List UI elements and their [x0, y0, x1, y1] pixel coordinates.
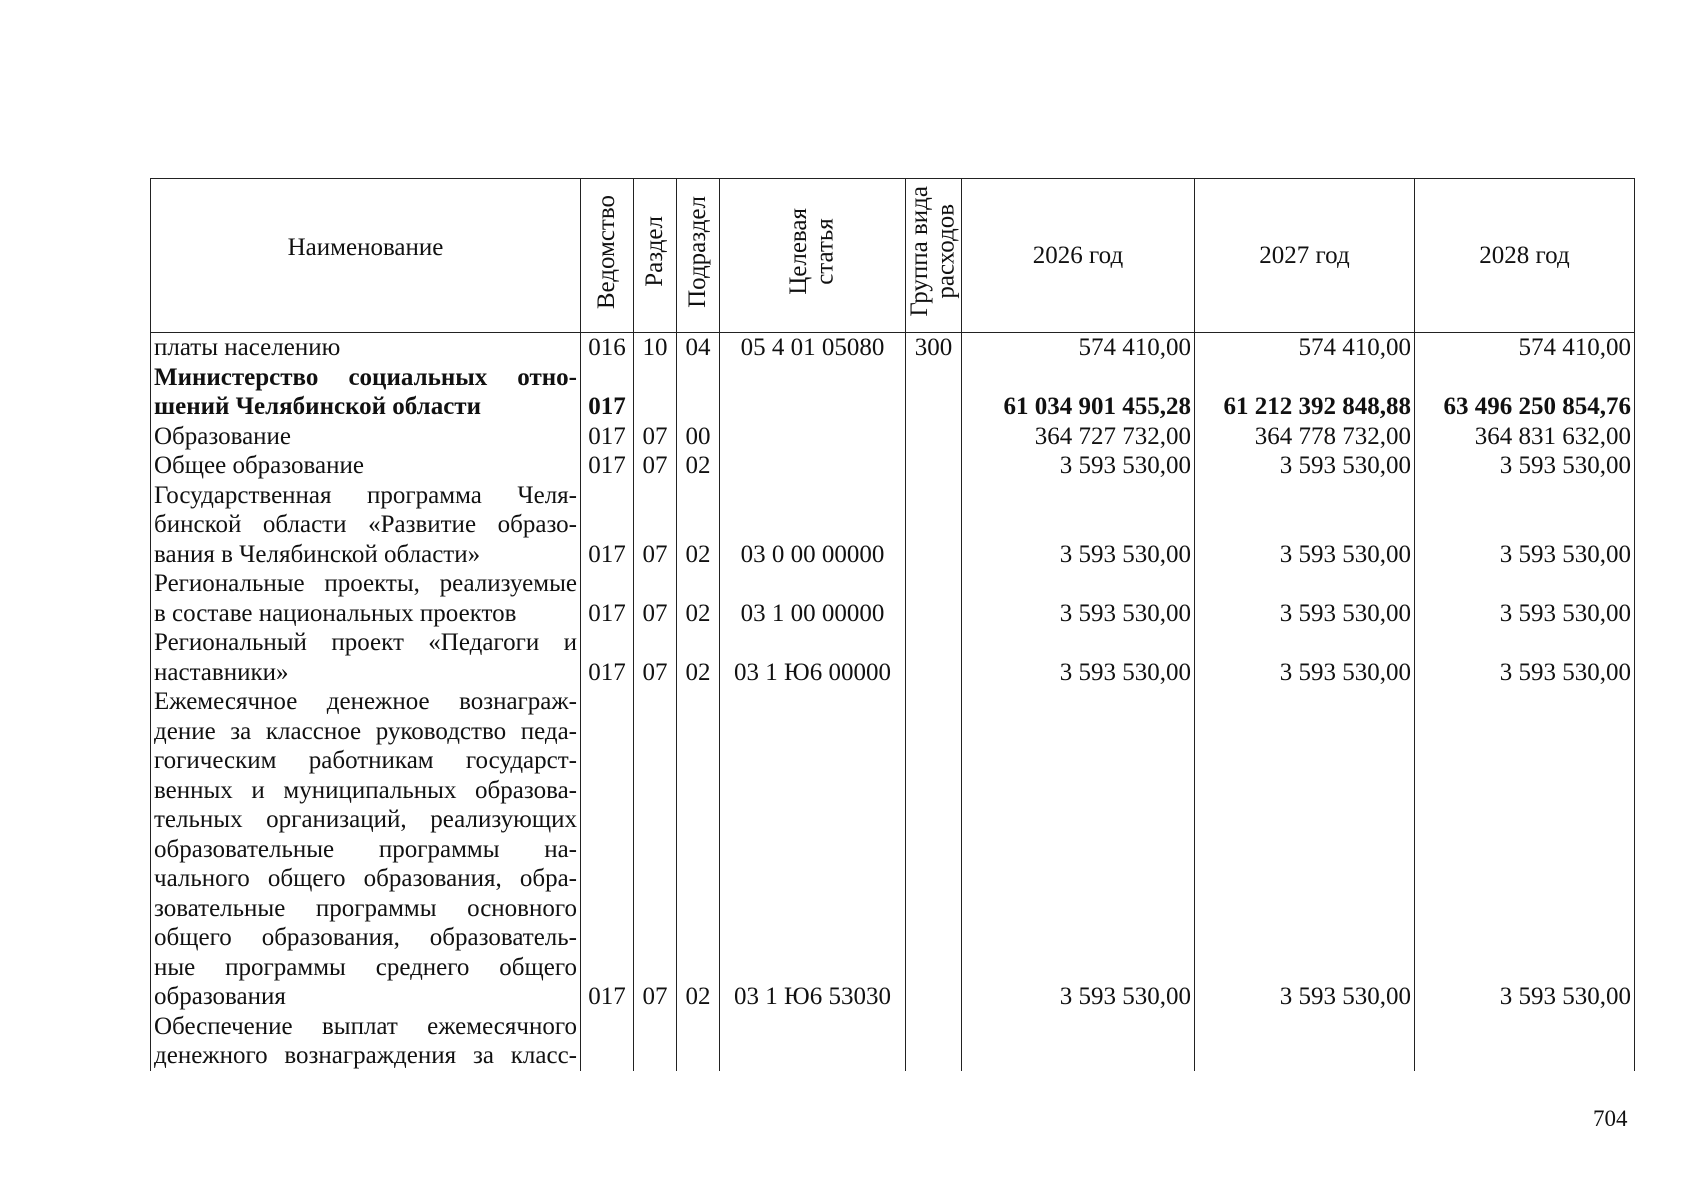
- cell-value-2028: 3 593 530,00: [1415, 451, 1635, 481]
- cell-value-2027: 364 778 732,00: [1195, 422, 1415, 452]
- cell-celevaya-statya: [720, 363, 906, 422]
- name-line: Ежемесячное денежное вознаграж-: [154, 688, 577, 715]
- cell-celevaya-statya: [720, 422, 906, 452]
- cell-value-2028: 3 593 530,00: [1415, 628, 1635, 687]
- cell-value-2028: 574 410,00: [1415, 333, 1635, 363]
- header-podrazdel: Подраздел: [677, 179, 720, 333]
- name-line: вания в Челябинской области»: [154, 540, 481, 568]
- name-line: Образование: [154, 422, 292, 450]
- cell-value-2027: 61 212 392 848,88: [1195, 363, 1415, 422]
- table-row: [151, 481, 1635, 570]
- cell-value-2026: 364 727 732,00: [962, 422, 1195, 452]
- cell-gruppa-rashodov: [906, 1012, 962, 1071]
- name-line: Обеспечение выплат ежемесячного: [154, 1012, 577, 1040]
- name-line: бинской области «Развитие образо-: [154, 511, 577, 538]
- cell-razdel: [634, 1012, 677, 1071]
- cell-value-2027: 3 593 530,00: [1195, 628, 1415, 687]
- cell-vedomstvo: 017: [581, 422, 634, 452]
- cell-gruppa-rashodov: [906, 363, 962, 422]
- cell-value-2027: 3 593 530,00: [1195, 687, 1415, 1012]
- name-line: зовательные программы основного: [154, 894, 577, 922]
- cell-podrazdel: 02: [677, 687, 720, 1012]
- name-line: наставники»: [154, 658, 289, 686]
- cell-vedomstvo: 017: [581, 569, 634, 628]
- cell-value-2027: 574 410,00: [1195, 333, 1415, 363]
- cell-value-2028: 63 496 250 854,76: [1415, 363, 1635, 422]
- header-razdel: Раздел: [634, 179, 677, 333]
- budget-table: [150, 178, 1635, 1071]
- cell-razdel: 07: [634, 481, 677, 570]
- cell-podrazdel: [677, 1012, 720, 1071]
- cell-value-2026: 3 593 530,00: [962, 451, 1195, 481]
- table-row: [151, 628, 1635, 687]
- cell-value-2027: 3 593 530,00: [1195, 569, 1415, 628]
- cell-razdel: 07: [634, 451, 677, 481]
- cell-celevaya-statya: [720, 1012, 906, 1071]
- header-gruppa-rashodov: Группа вида расходов: [906, 179, 962, 333]
- name-line: чального общего образования, обра-: [154, 865, 577, 892]
- cell-value-2028: 3 593 530,00: [1415, 569, 1635, 628]
- cell-name: [151, 363, 581, 422]
- cell-name: [151, 569, 581, 628]
- cell-value-2026: 3 593 530,00: [962, 628, 1195, 687]
- name-line: Государственная программа Челя-: [154, 481, 577, 509]
- cell-razdel: 10: [634, 333, 677, 363]
- table-row: [151, 451, 1635, 481]
- cell-value-2026: 3 593 530,00: [962, 569, 1195, 628]
- name-line: шений Челябинской области: [154, 393, 481, 420]
- name-line: ные программы среднего общего: [154, 953, 577, 981]
- cell-name: [151, 481, 581, 570]
- cell-name: [151, 333, 581, 363]
- header-year-2028: 2028 год: [1415, 179, 1635, 333]
- cell-vedomstvo: 017: [581, 687, 634, 1012]
- name-line: Региональный проект «Педагоги и: [154, 629, 577, 656]
- table-row: [151, 422, 1635, 452]
- cell-gruppa-rashodov: 300: [906, 333, 962, 363]
- cell-value-2026: 61 034 901 455,28: [962, 363, 1195, 422]
- cell-vedomstvo: [581, 1012, 634, 1071]
- name-line: Региональные проекты, реализуемые: [154, 570, 577, 597]
- cell-celevaya-statya: 03 1 Ю6 00000: [720, 628, 906, 687]
- header-year-2026: 2026 год: [962, 179, 1195, 333]
- header-year-2027: 2027 год: [1195, 179, 1415, 333]
- cell-name: [151, 422, 581, 452]
- name-line: Министерство социальных отно-: [154, 363, 577, 391]
- cell-gruppa-rashodov: [906, 687, 962, 1012]
- cell-value-2026: 3 593 530,00: [962, 481, 1195, 570]
- table-row: [151, 687, 1635, 1012]
- cell-gruppa-rashodov: [906, 569, 962, 628]
- cell-podrazdel: 02: [677, 628, 720, 687]
- cell-value-2026: 3 593 530,00: [962, 687, 1195, 1012]
- cell-podrazdel: 02: [677, 481, 720, 570]
- cell-celevaya-statya: 03 0 00 00000: [720, 481, 906, 570]
- table-row: [151, 333, 1635, 363]
- cell-value-2027: 3 593 530,00: [1195, 451, 1415, 481]
- name-line: в составе национальных проектов: [154, 599, 517, 627]
- header-name: Наименование: [151, 179, 581, 333]
- cell-value-2028: 3 593 530,00: [1415, 687, 1635, 1012]
- cell-value-2027: [1195, 1012, 1415, 1071]
- cell-value-2027: 3 593 530,00: [1195, 481, 1415, 570]
- cell-name: [151, 628, 581, 687]
- cell-name: [151, 1012, 581, 1071]
- cell-razdel: [634, 363, 677, 422]
- table-body: [151, 333, 1635, 1071]
- header-vedomstvo: Ведомство: [581, 179, 634, 333]
- cell-podrazdel: [677, 363, 720, 422]
- cell-razdel: 07: [634, 687, 677, 1012]
- cell-gruppa-rashodov: [906, 422, 962, 452]
- cell-podrazdel: 02: [677, 569, 720, 628]
- cell-value-2028: 364 831 632,00: [1415, 422, 1635, 452]
- cell-value-2028: 3 593 530,00: [1415, 481, 1635, 570]
- header-celevaya-statya: Целевая статья: [720, 179, 906, 333]
- table-row: [151, 363, 1635, 422]
- cell-gruppa-rashodov: [906, 451, 962, 481]
- cell-value-2028: [1415, 1012, 1635, 1071]
- cell-gruppa-rashodov: [906, 481, 962, 570]
- cell-vedomstvo: 017: [581, 628, 634, 687]
- name-line: тельных организаций, реализующих: [154, 806, 577, 833]
- page-number: 704: [1593, 1106, 1628, 1131]
- cell-vedomstvo: 017: [581, 363, 634, 422]
- name-line: образовательные программы на-: [154, 835, 577, 863]
- cell-podrazdel: 04: [677, 333, 720, 363]
- cell-vedomstvo: 017: [581, 451, 634, 481]
- cell-gruppa-rashodov: [906, 628, 962, 687]
- cell-podrazdel: 02: [677, 451, 720, 481]
- cell-vedomstvo: 017: [581, 481, 634, 570]
- name-line: венных и муниципальных образова-: [154, 776, 577, 804]
- table-row: [151, 1012, 1635, 1071]
- cell-razdel: 07: [634, 569, 677, 628]
- cell-razdel: 07: [634, 628, 677, 687]
- table-row: [151, 569, 1635, 628]
- name-line: Общее образование: [154, 452, 364, 479]
- cell-name: [151, 687, 581, 1012]
- name-line: общего образования, образователь-: [154, 924, 577, 951]
- name-line: платы населению: [154, 334, 341, 361]
- name-line: дение за классное руководство педа-: [154, 717, 577, 745]
- name-line: гогическим работникам государст-: [154, 747, 577, 774]
- cell-celevaya-statya: [720, 451, 906, 481]
- cell-celevaya-statya: 05 4 01 05080: [720, 333, 906, 363]
- cell-celevaya-statya: 03 1 Ю6 53030: [720, 687, 906, 1012]
- cell-podrazdel: 00: [677, 422, 720, 452]
- cell-name: [151, 451, 581, 481]
- cell-celevaya-statya: 03 1 00 00000: [720, 569, 906, 628]
- table-header-row: [151, 179, 1635, 333]
- name-line: образования: [154, 983, 286, 1010]
- cell-vedomstvo: 016: [581, 333, 634, 363]
- name-line: денежного вознаграждения за класс-: [154, 1042, 577, 1069]
- cell-value-2026: [962, 1012, 1195, 1071]
- cell-razdel: 07: [634, 422, 677, 452]
- cell-value-2026: 574 410,00: [962, 333, 1195, 363]
